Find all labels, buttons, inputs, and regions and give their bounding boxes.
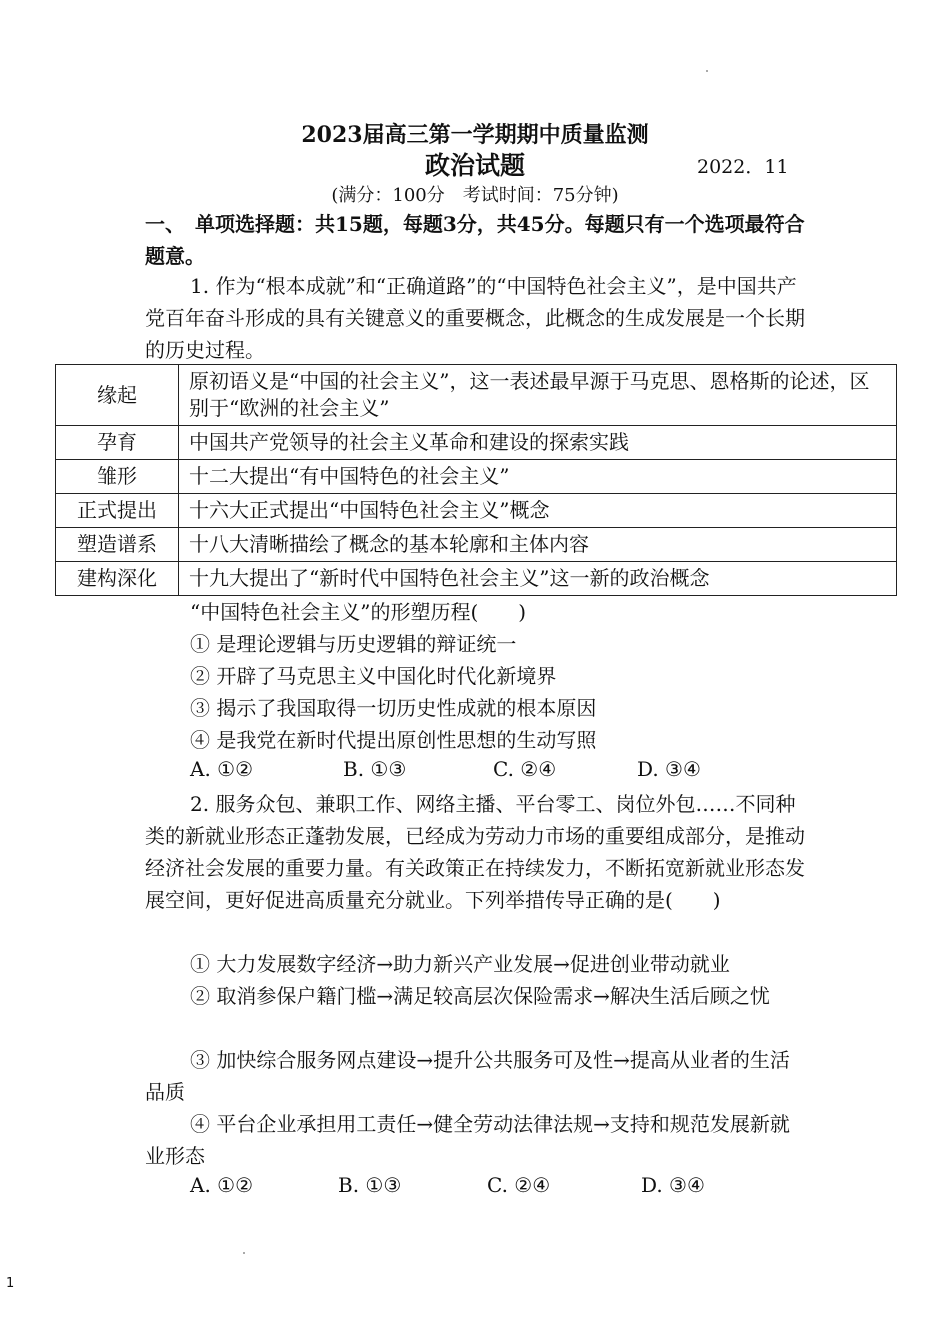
page-number: 1 bbox=[6, 1276, 15, 1291]
q1-option-4: ④ 是我党在新时代提出原创性思想的生动写照 bbox=[190, 728, 597, 752]
q1-answer-b: B. ①③ bbox=[343, 757, 407, 781]
desc-cell: 十六大正式提出“中国特色社会主义”概念 bbox=[179, 494, 897, 528]
table-row bbox=[56, 426, 897, 460]
stage-cell: 塑造谱系 bbox=[56, 528, 179, 562]
q1-option-2: ② 开辟了马克思主义中国化时代化新境界 bbox=[190, 664, 557, 688]
q1-stem: 1. 作为“根本成就”和“正确道路”的“中国特色社会主义”，是中国共产党百年奋斗形成的具有关键意义的重要概念，此概念的生成发展是一个长期的历史过程。 bbox=[145, 274, 805, 362]
q1-question: “中国特色社会主义”的形塑历程( ) bbox=[190, 600, 527, 624]
q2-option-4: ④ 平台企业承担用工责任→健全劳动法律法规→支持和规范发展新就业形态 bbox=[145, 1112, 790, 1168]
table-row bbox=[56, 494, 897, 528]
stage-cell: 建构深化 bbox=[56, 562, 179, 596]
exam-date: 2022．11 bbox=[697, 156, 789, 178]
stage-cell: 雏形 bbox=[56, 460, 179, 494]
q1-answer-a: A. ①② bbox=[190, 757, 254, 781]
desc-cell: 十九大提出了“新时代中国特色社会主义”这一新的政治概念 bbox=[179, 562, 897, 596]
stage-cell: 孕育 bbox=[56, 426, 179, 460]
q1-answer-d: D. ③④ bbox=[637, 757, 701, 781]
desc-cell: 原初语义是“中国的社会主义”，这一表述最早源于马克思、恩格斯的论述，区别于“欧洲的社会主义” bbox=[179, 365, 897, 426]
scan-speck bbox=[706, 70, 708, 72]
table-row bbox=[56, 365, 897, 426]
exam-title: 2023届高三第一学期期中质量监测 bbox=[301, 122, 649, 148]
q2-option-1: ① 大力发展数字经济→助力新兴产业发展→促进创业带动就业 bbox=[190, 952, 730, 976]
table-row bbox=[56, 562, 897, 596]
q1-option-1: ① 是理论逻辑与历史逻辑的辩证统一 bbox=[190, 632, 517, 656]
desc-cell: 十八大清晰描绘了概念的基本轮廓和主体内容 bbox=[179, 528, 897, 562]
table-row bbox=[56, 528, 897, 562]
subject-title: 政治试题 bbox=[425, 151, 526, 180]
q2-option-3: ③ 加快综合服务网点建设→提升公共服务可及性→提高从业者的生活品质 bbox=[145, 1048, 790, 1104]
table-row bbox=[56, 460, 897, 494]
stage-cell: 正式提出 bbox=[56, 494, 179, 528]
section-heading: 一、 单项选择题：共15题，每题3分，共45分。每题只有一个选项最符合题意。 bbox=[145, 212, 805, 268]
q2-option-2: ② 取消参保户籍门槛→满足较高层次保险需求→解决生活后顾之忧 bbox=[190, 984, 770, 1008]
exam-meta: (满分：100分 考试时间：75分钟) bbox=[331, 185, 619, 206]
q2-answer-d: D. ③④ bbox=[641, 1173, 705, 1197]
desc-cell: 中国共产党领导的社会主义革命和建设的探索实践 bbox=[179, 426, 897, 460]
concept-table bbox=[55, 364, 897, 596]
q2-answer-b: B. ①③ bbox=[338, 1173, 402, 1197]
scan-speck bbox=[243, 1252, 245, 1254]
q2-answer-a: A. ①② bbox=[190, 1173, 254, 1197]
stage-cell: 缘起 bbox=[56, 365, 179, 426]
q2-answer-c: C. ②④ bbox=[487, 1173, 551, 1197]
desc-cell: 十二大提出“有中国特色的社会主义” bbox=[179, 460, 897, 494]
q1-answer-c: C. ②④ bbox=[493, 757, 557, 781]
q1-option-3: ③ 揭示了我国取得一切历史性成就的根本原因 bbox=[190, 696, 597, 720]
q2-stem: 2. 服务众包、兼职工作、网络主播、平台零工、岗位外包……不同种类的新就业形态正蓬勃发展，已经成为劳动力市场的重要组成部分，是推动经济社会发展的重要力量。有关政策正在持续发力，不断拓宽新就业形态发展空间，更好促进高质量充分就业。下列举措传导正确的是( ) bbox=[145, 792, 805, 912]
